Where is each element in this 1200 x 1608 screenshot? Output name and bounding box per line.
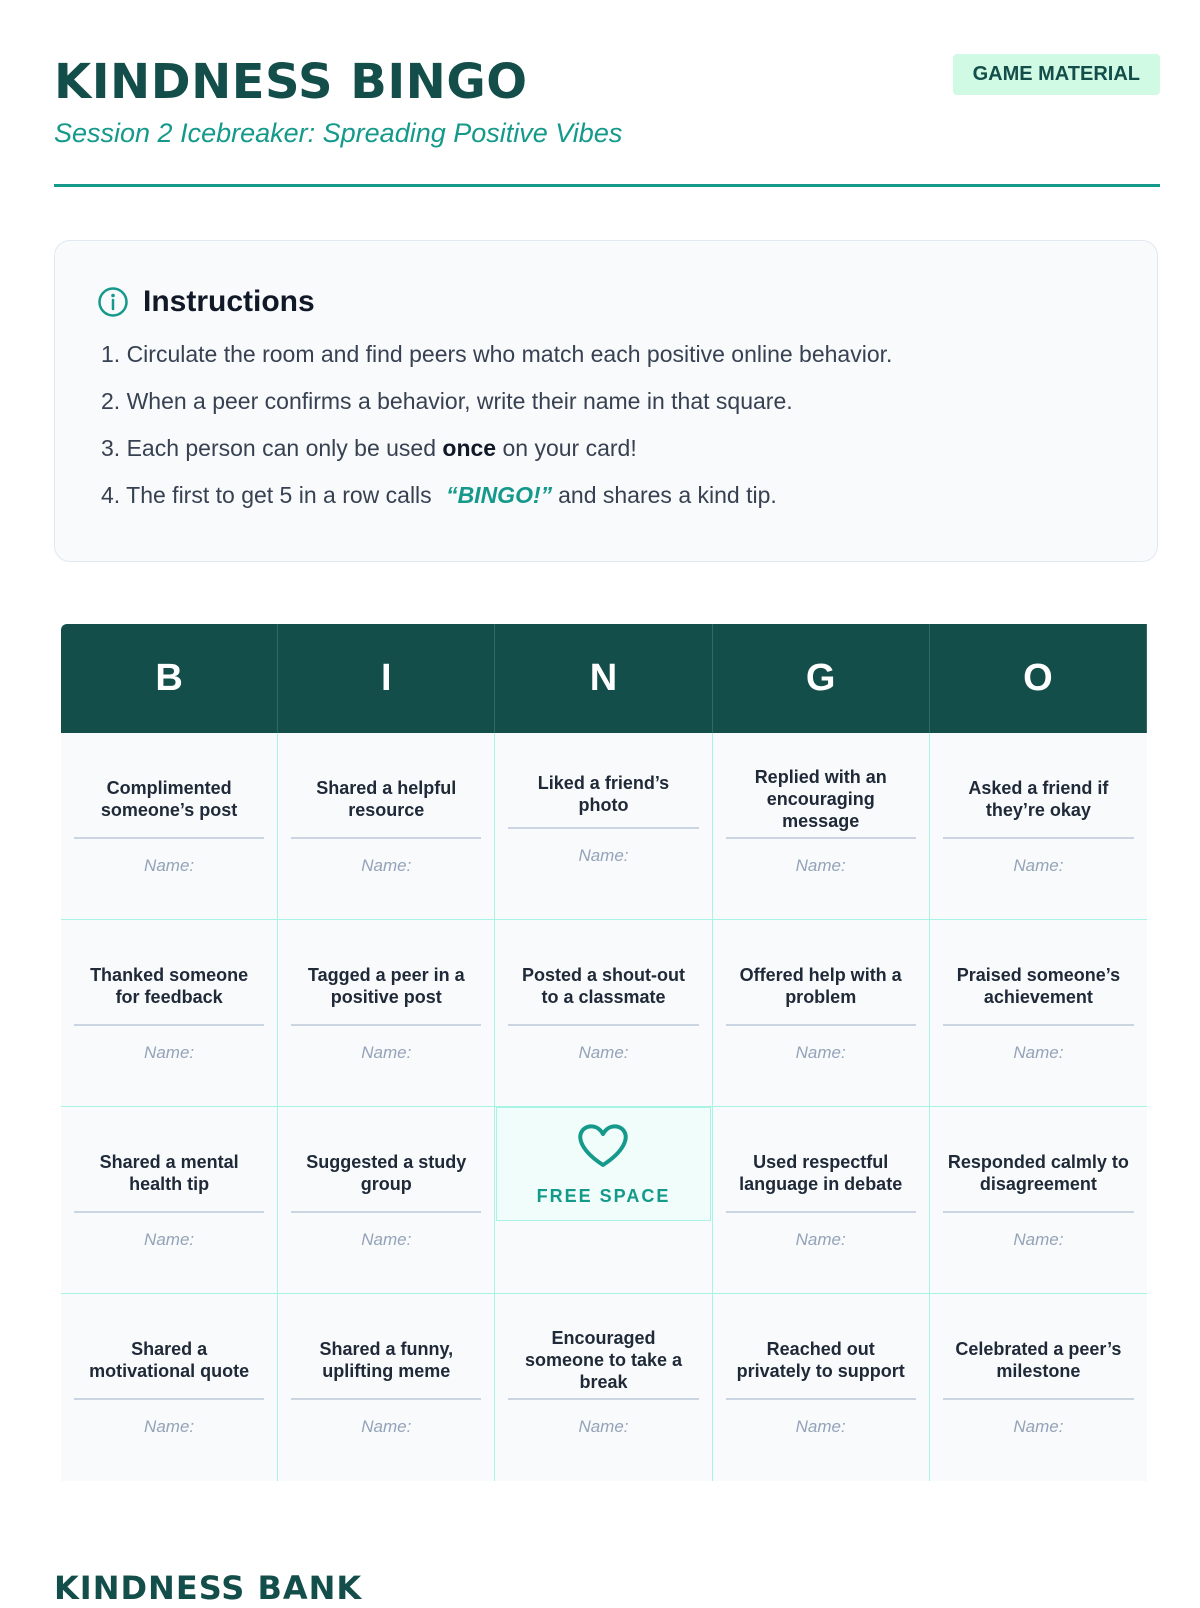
- bingo-cell[interactable]: [713, 733, 930, 920]
- info-icon: [97, 286, 129, 318]
- cell-prompt: Suggested a study group: [291, 1135, 481, 1213]
- name-field[interactable]: Name:: [361, 856, 412, 875]
- instructions-list: [101, 339, 892, 527]
- bingo-cell[interactable]: [61, 733, 278, 920]
- instructions-heading: [97, 285, 315, 319]
- column-header-i: I: [278, 624, 495, 733]
- cell-prompt: Offered help with a problem: [726, 948, 916, 1026]
- instruction-text: and shares a kind tip.: [558, 482, 777, 508]
- bingo-cell[interactable]: [278, 920, 495, 1107]
- name-field[interactable]: Name:: [795, 1230, 846, 1249]
- cell-prompt: Tagged a peer in a positive post: [291, 948, 481, 1026]
- name-field[interactable]: Name:: [144, 856, 195, 875]
- name-field[interactable]: Name:: [578, 1417, 629, 1436]
- instruction-text: 3. Each person can only be used: [101, 435, 443, 461]
- name-field[interactable]: Name:: [795, 1043, 846, 1062]
- cell-prompt: Asked a friend if they’re okay: [943, 761, 1134, 839]
- name-field[interactable]: Name:: [361, 1417, 412, 1436]
- cell-prompt: Celebrated a peer’s milestone: [943, 1322, 1134, 1400]
- cell-prompt: Responded calmly to disagreement: [943, 1135, 1134, 1213]
- instructions-title: Instructions: [143, 285, 315, 318]
- bingo-cell[interactable]: [278, 733, 495, 920]
- name-field[interactable]: Name:: [578, 1043, 629, 1062]
- bingo-cell[interactable]: [713, 920, 930, 1107]
- bingo-cell[interactable]: [495, 1294, 712, 1481]
- bingo-cell[interactable]: [278, 1107, 495, 1294]
- bingo-cell[interactable]: [61, 1107, 278, 1294]
- column-header-b: B: [61, 624, 278, 733]
- name-field[interactable]: Name:: [1013, 1230, 1064, 1249]
- bingo-cell[interactable]: [278, 1294, 495, 1481]
- bingo-cell[interactable]: [713, 1107, 930, 1294]
- instructions-box: [54, 240, 1158, 562]
- instruction-text: on your card!: [496, 435, 637, 461]
- instruction-item: [101, 480, 892, 527]
- column-header-n: N: [495, 624, 712, 733]
- bingo-cell[interactable]: [61, 920, 278, 1107]
- cell-prompt: Reached out privately to support: [726, 1322, 916, 1400]
- instruction-emphasis: once: [442, 435, 497, 461]
- name-field[interactable]: Name:: [144, 1417, 195, 1436]
- cell-prompt: Shared a motivational quote: [74, 1322, 264, 1400]
- bingo-cell[interactable]: [930, 733, 1147, 920]
- bingo-cell[interactable]: [495, 733, 712, 920]
- bingo-cell[interactable]: [930, 1107, 1147, 1294]
- cell-prompt: Complimented someone’s post: [74, 761, 264, 839]
- name-field[interactable]: Name:: [1013, 1417, 1064, 1436]
- heart-icon: [576, 1121, 630, 1174]
- game-material-badge: GAME MATERIAL: [953, 54, 1160, 95]
- bingo-cell[interactable]: [930, 920, 1147, 1107]
- name-field[interactable]: Name:: [144, 1043, 195, 1062]
- page-subtitle: Session 2 Icebreaker: Spreading Positive Vibes: [54, 118, 623, 148]
- cell-prompt: Thanked someone for feedback: [74, 948, 264, 1026]
- instruction-item: 2. When a peer confirms a behavior, write their name in that square.: [101, 388, 793, 414]
- column-header-o: O: [930, 624, 1147, 733]
- cell-prompt: Encouraged someone to take a break: [508, 1322, 698, 1400]
- bingo-cell[interactable]: [930, 1294, 1147, 1481]
- name-field[interactable]: Name:: [578, 846, 629, 865]
- cell-prompt: Shared a mental health tip: [74, 1135, 264, 1213]
- column-header-g: G: [713, 624, 930, 733]
- bingo-callout: “BINGO!”: [446, 482, 553, 508]
- page-header: [54, 52, 1160, 187]
- cell-prompt: Replied with an encouraging message: [726, 761, 916, 839]
- instruction-item: [101, 433, 892, 480]
- cell-prompt: Praised someone’s achievement: [943, 948, 1134, 1026]
- instruction-text: 4. The first to get 5 in a row calls: [101, 482, 439, 508]
- cell-prompt: Liked a friend’s photo: [508, 761, 698, 829]
- bingo-cell[interactable]: [495, 920, 712, 1107]
- name-field[interactable]: Name:: [1013, 1043, 1064, 1062]
- name-field[interactable]: Name:: [1013, 856, 1064, 875]
- cell-prompt: Posted a shout-out to a classmate: [508, 948, 698, 1026]
- kindness-bank-title: KINDNESS BANK: [54, 1569, 363, 1607]
- page-title: KINDNESS BINGO: [54, 54, 528, 110]
- bingo-cell[interactable]: [61, 1294, 278, 1481]
- name-field[interactable]: Name:: [361, 1230, 412, 1249]
- name-field[interactable]: Name:: [795, 856, 846, 875]
- name-field[interactable]: Name:: [361, 1043, 412, 1062]
- name-field[interactable]: Name:: [795, 1417, 846, 1436]
- instruction-item: 1. Circulate the room and find peers who match each positive online behavior.: [101, 341, 893, 367]
- free-space: [496, 1107, 710, 1221]
- bingo-card: [61, 624, 1147, 1481]
- bingo-cell[interactable]: [713, 1294, 930, 1481]
- cell-prompt: Used respectful language in debate: [726, 1135, 916, 1213]
- cell-prompt: Shared a helpful resource: [291, 761, 481, 839]
- free-space-label: FREE SPACE: [536, 1186, 671, 1206]
- cell-prompt: Shared a funny, uplifting meme: [291, 1322, 481, 1400]
- free-space-cell[interactable]: [495, 1107, 712, 1294]
- name-field[interactable]: Name:: [144, 1230, 195, 1249]
